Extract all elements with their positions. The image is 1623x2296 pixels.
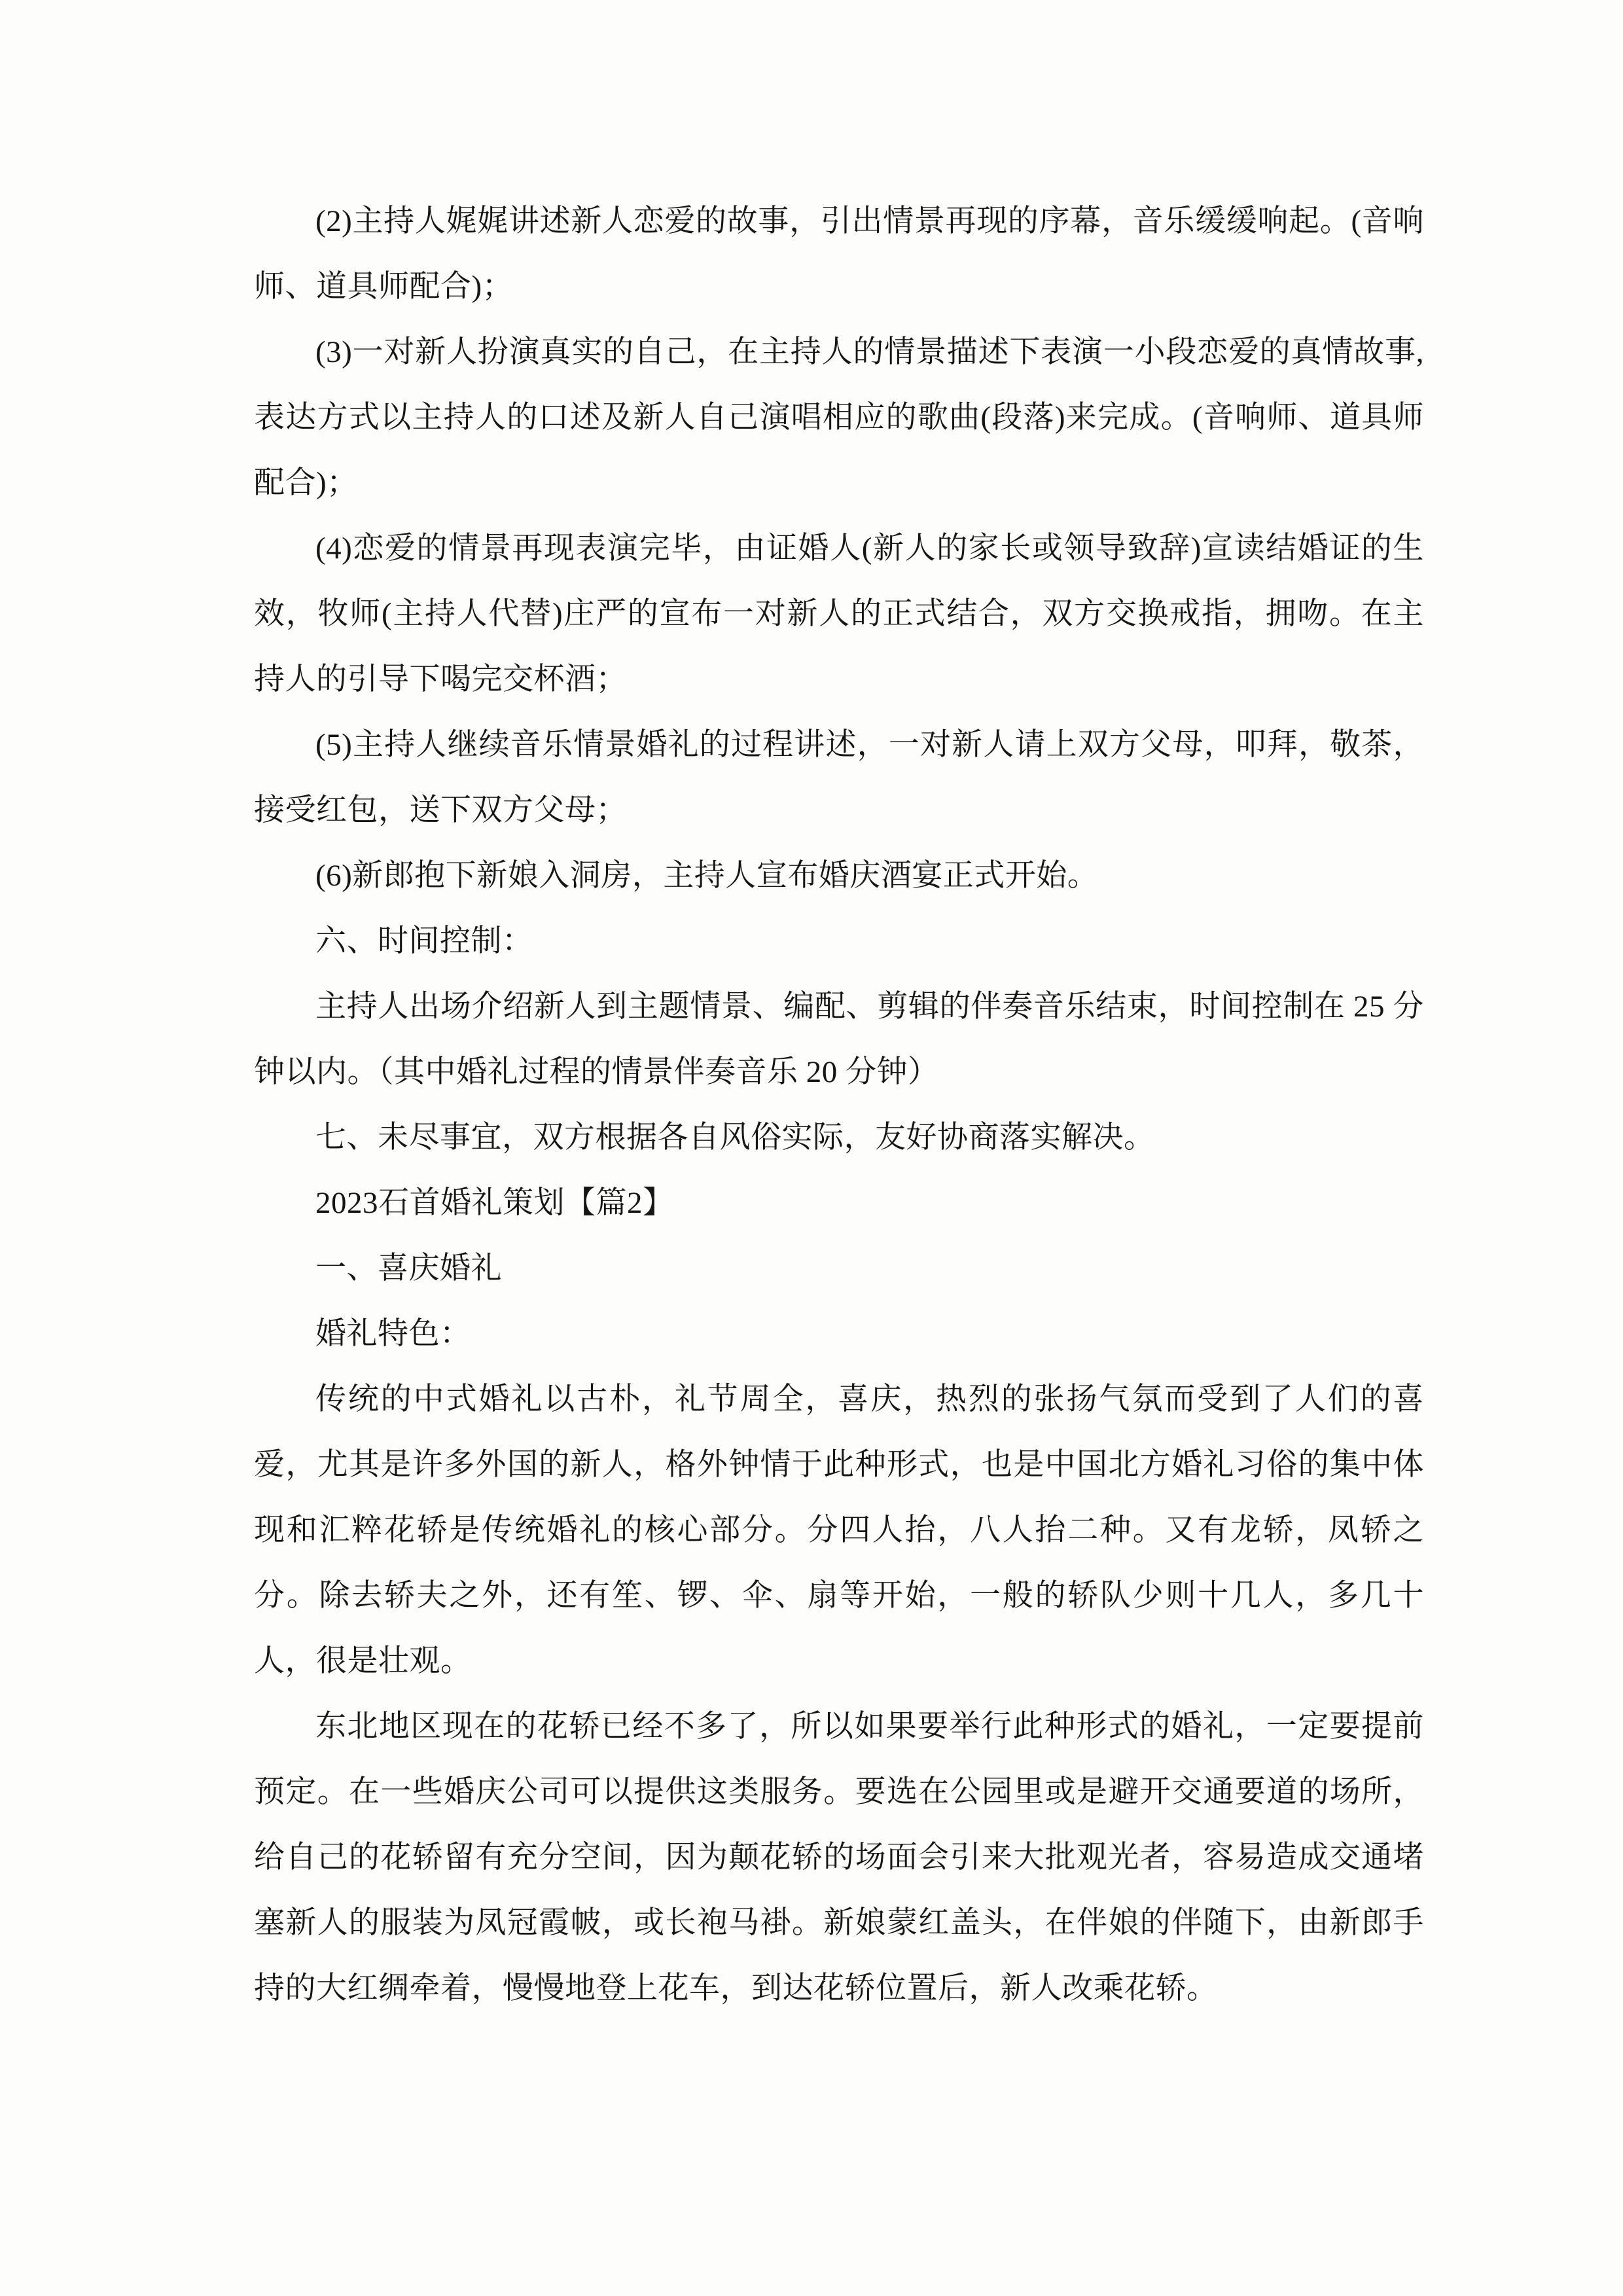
paragraph: 六、时间控制： bbox=[315, 924, 533, 958]
paragraph: (3)一对新人扮演真实的自己，在主持人的情景描述下表演一小段恋爱的真情故事,表达方式以主持人的口述及新人自己演唱相应的歌曲(段落)来完成。(音响师、道具师配合)； bbox=[254, 335, 1424, 500]
paragraph: 七、未尽事宜，双方根据各自风俗实际，友好协商落实解决。 bbox=[315, 1121, 1155, 1155]
paragraph: (4)恋爱的情景再现表演完毕，由证婚人(新人的家长或领导致辞)宣读结婚证的生效，牧师(主持人代替)庄严的宣布一对新人的正式结合，双方交换戒指，拥吻。在主持人的引导下喝完交杯酒； bbox=[254, 531, 1424, 696]
paragraph: 一、喜庆婚礼 bbox=[315, 1251, 502, 1285]
paragraph: (5)主持人继续音乐情景婚礼的过程讲述，一对新人请上双方父母，叩拜，敬茶，接受红包，送下双方父母； bbox=[254, 728, 1424, 827]
document-content bbox=[254, 188, 1424, 2021]
paragraph: 2023石首婚礼策划【篇2】 bbox=[315, 1186, 674, 1220]
paragraph: (2)主持人娓娓讲述新人恋爱的故事，引出情景再现的序幕，音乐缓缓响起。(音响师、道具师配合)； bbox=[254, 204, 1424, 304]
paragraph: 婚礼特色： bbox=[315, 1317, 471, 1351]
paragraph: 传统的中式婚礼以古朴，礼节周全，喜庆，热烈的张扬气氛而受到了人们的喜爱，尤其是许多外国的新人，格外钟情于此种形式，也是中国北方婚礼习俗的集中体现和汇粹花轿是传统婚礼的核心部分。分四人抬，八人抬二种。又有龙轿，凤轿之分。除去轿夫之外，还有笙、锣、伞、扇等开始，一般的轿队少则十几人，多几十人，很是壮观。 bbox=[254, 1382, 1424, 1678]
paragraph: 东北地区现在的花轿已经不多了，所以如果要举行此种形式的婚礼，一定要提前预定。在一些婚庆公司可以提供这类服务。要选在公园里或是避开交通要道的场所，给自己的花轿留有充分空间，因为颠花轿的场面会引来大批观光者，容易造成交通堵塞新人的服装为凤冠霞帔，或长袍马褂。新娘蒙红盖头，在伴娘的伴随下，由新郎手持的大红绸牵着，慢慢地登上花车，到达花轿位置后，新人改乘花轿。 bbox=[254, 1710, 1424, 2005]
paragraph: (6)新郎抱下新娘入洞房，主持人宣布婚庆酒宴正式开始。 bbox=[315, 859, 1099, 893]
paragraph: 主持人出场介绍新人到主题情景、编配、剪辑的伴奏音乐结束，时间控制在 25 分钟以内。（其中婚礼过程的情景伴奏音乐 20 分钟） bbox=[254, 990, 1424, 1089]
